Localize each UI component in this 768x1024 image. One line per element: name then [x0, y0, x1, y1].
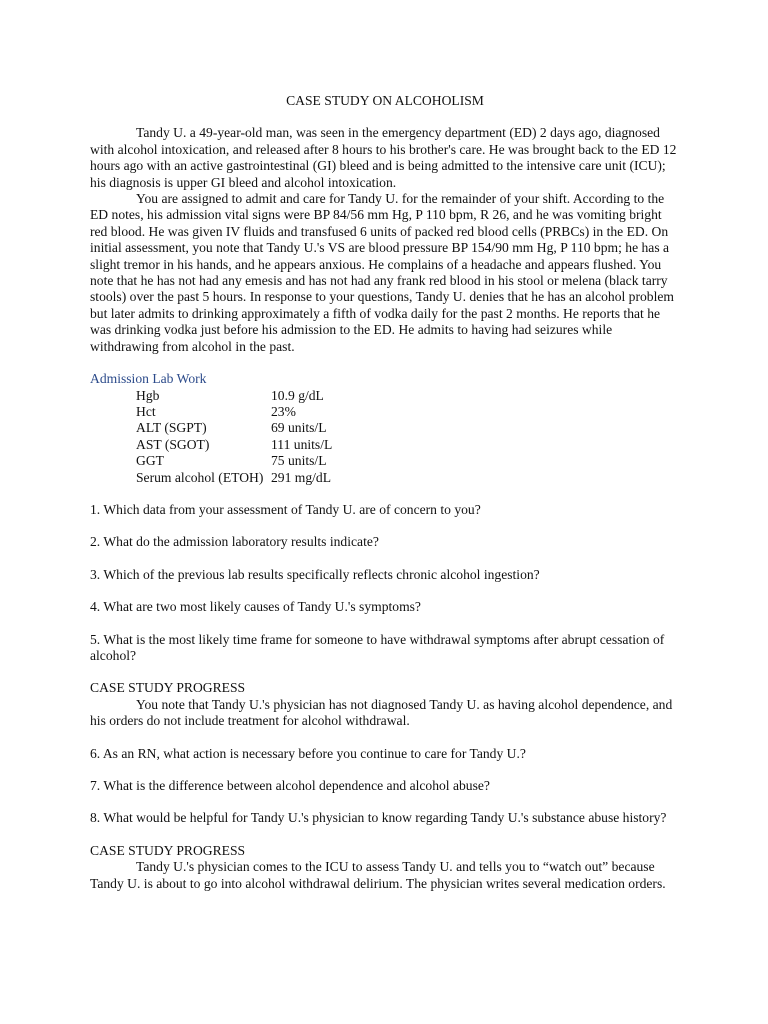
question-4: 4. What are two most likely causes of Tandy U.'s symptoms? [90, 599, 421, 615]
intro-paragraph: Tandy U. a 49-year-old man, was seen in the emergency department (ED) 2 days ago, diagnosed with alcohol intoxication, and released after 8 hours to his brother's care. He was brought back to the ED 12 hours ago with an active gastrointestinal (GI) bleed and is being admitted to the intensive care unit (ICU); his diagnosis is upper GI bleed and alcohol intoxication. [90, 125, 677, 190]
lab-row [136, 453, 332, 469]
question-6: 6. As an RN, what action is necessary before you continue to care for Tandy U.? [90, 745, 526, 761]
lab-value: 111 units/L [271, 436, 333, 452]
lab-name: GGT [136, 453, 164, 469]
lab-name: Hct [136, 403, 156, 419]
progress-heading-2: CASE STUDY PROGRESS [90, 842, 246, 858]
lab-value: 291 mg/dL [271, 469, 332, 485]
assessment-paragraph: You are assigned to admit and care for Tandy U. for the remainder of your shift. According to the ED notes, his admission vital signs were BP 84/56 mm Hg, P 110 bpm, R 26, and he was vomiting bright red blood. He was given IV fluids and transfused 6 units of packed red blood cells (PRBCs) in the ED. On initial assessment, you note that Tandy U.'s VS are blood pressure BP 154/90 mm Hg, P 110 bpm; he has a slight tremor in his hands, and he appears anxious. He complains of a headache and appears flushed. You note that he has not had any emesis and has not had any frank red blood in his stool or melena (black tarry stools) over the past 5 hours. In response to your questions, Tandy U. denies that he has an alcohol problem but later admits to drinking approximately a fifth of vodka daily for the past 2 months. He reports that he was drinking vodka just before his admission to the ED. He admits to having had seizures while withdrawing from alcohol in the past. [90, 191, 674, 354]
question-8: 8. What would be helpful for Tandy U.'s physician to know regarding Tandy U.'s substance abuse history? [90, 810, 667, 826]
progress-paragraph-2: Tandy U.'s physician comes to the ICU to assess Tandy U. and tells you to “watch out” because Tandy U. is about to go into alcohol withdrawal delirium. The physician writes several medication orders. [90, 859, 666, 891]
lab-value: 75 units/L [271, 453, 327, 469]
lab-value: 10.9 g/dL [271, 387, 324, 403]
question-1: 1. Which data from your assessment of Tandy U. are of concern to you? [90, 501, 481, 517]
lab-row [136, 404, 332, 420]
lab-value: 69 units/L [271, 420, 327, 436]
lab-value: 23% [271, 403, 296, 419]
document-title: CASE STUDY ON ALCOHOLISM [286, 93, 484, 108]
question-7: 7. What is the difference between alcohol dependence and alcohol abuse? [90, 778, 490, 793]
lab-name: Serum alcohol (ETOH) [136, 469, 264, 485]
lab-row [136, 470, 332, 486]
question-3: 3. Which of the previous lab results specifically reflects chronic alcohol ingestion? [90, 566, 540, 582]
lab-name: AST (SGOT) [136, 436, 210, 452]
lab-work-table [136, 388, 332, 486]
lab-row [136, 420, 332, 436]
question-2: 2. What do the admission laboratory results indicate? [90, 534, 379, 550]
lab-work-heading: Admission Lab Work [90, 371, 207, 387]
document-page [90, 93, 680, 892]
lab-row [136, 437, 332, 453]
lab-row [136, 388, 332, 404]
progress-heading-1: CASE STUDY PROGRESS [90, 680, 246, 696]
progress-paragraph-1: You note that Tandy U.'s physician has not diagnosed Tandy U. as having alcohol dependence, and his orders do not include treatment for alcohol withdrawal. [90, 696, 673, 729]
question-5: 5. What is the most likely time frame for someone to have withdrawal symptoms after abrupt cessation of alcohol? [90, 631, 665, 663]
lab-name: ALT (SGPT) [136, 420, 207, 436]
lab-name: Hgb [136, 387, 160, 403]
